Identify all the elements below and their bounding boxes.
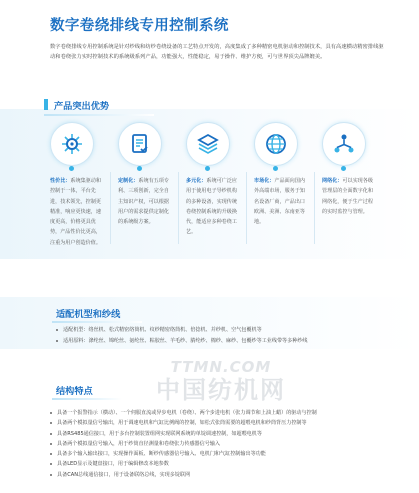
document-check-icon xyxy=(118,122,162,166)
bullet-dot xyxy=(50,433,52,435)
advantages-heading-text: 产品突出优势 xyxy=(54,101,110,112)
structure-list xyxy=(50,408,390,480)
card-text xyxy=(254,176,310,227)
card-text xyxy=(186,176,242,238)
card-divider xyxy=(314,172,315,244)
bullet-dot xyxy=(50,453,52,455)
list-item-text: 具备RS485通信接口，用于多台控制装置组网实现联网系统的单锭调速控制，如超喂电机等 xyxy=(57,430,262,437)
card-dot xyxy=(69,166,74,171)
card-body: 可以实现各级管理层的全面数字化和网络化，便于生产过程的实时监控与管理。 xyxy=(322,178,373,215)
card-key: 性价比： xyxy=(50,178,71,184)
list-item xyxy=(50,459,390,469)
card-key: 网络化： xyxy=(322,178,343,184)
card-body: 系统集驱动和控制于一体，平台先进，技术领先，控制更精准，响应更快速，速度更高，价格更具优势，产品性价比更高，注重为用户创造价值。 xyxy=(50,178,101,246)
card-key: 定制化： xyxy=(118,178,139,184)
card-body: 系统有五项专利、三项创新，完全自主知识产权，可以根据用户的需求提供定制化的系统级方案。 xyxy=(118,178,169,226)
list-item xyxy=(56,336,386,347)
card-divider xyxy=(110,172,111,244)
list-item-text: 具备一个报警指示（横动）、一个伺服直流或异步电机（卷绕）、两个步进电机（张力调节和上油上蜡）的驱动与控制 xyxy=(57,410,317,416)
card-text xyxy=(118,176,174,227)
heading-underline xyxy=(44,114,154,116)
gear-network-icon xyxy=(50,122,94,166)
bullet-dot xyxy=(50,422,52,424)
bullet-dot xyxy=(50,443,52,445)
network-icon xyxy=(322,122,366,166)
list-item xyxy=(50,470,390,480)
watermark-cn: 中国纺机网 xyxy=(156,376,286,404)
card-key: 市场化： xyxy=(254,178,275,184)
bullet-dot xyxy=(50,412,52,414)
list-item-text: 适用原料：涤纶丝、锦纶丝、氨纶丝、粘胶丝、羊毛纱、腈纶纱、棉纱、麻纱、包覆纱等工业线带等多种纱线 xyxy=(63,338,308,344)
list-item-text: 具备多个输入输出接口，实现操作面板、断纱传感器信号输入、电机门和气缸控制输出等功能 xyxy=(57,451,266,458)
card-dot xyxy=(273,166,278,171)
list-item xyxy=(50,429,390,439)
card-divider xyxy=(178,172,179,244)
list-item-text: 具备LED显示及键盘接口，用于编辑修改本地参数 xyxy=(57,461,169,468)
layers-icon xyxy=(186,122,230,166)
list-item xyxy=(50,418,390,428)
card-body: 产品面向国内外高端市场，服务于知名设备厂商，产品出口欧洲、美洲、东南亚等地。 xyxy=(254,178,305,226)
bullet-dot xyxy=(50,474,52,476)
card-text xyxy=(322,176,378,217)
heading-accent xyxy=(44,99,48,110)
heading-underline xyxy=(52,321,142,323)
globe-icon xyxy=(254,122,298,166)
bullet-dot xyxy=(56,329,58,331)
advantages-cards xyxy=(50,122,390,252)
watermark xyxy=(126,358,316,404)
list-item xyxy=(50,449,390,459)
models-heading-text: 适配机型和纱线 xyxy=(56,309,121,320)
list-item-text: 具备CAN总线通信接口，用于设备联络总线，实现多锭联网 xyxy=(57,471,191,478)
page-title: 数字卷绕排线专用控制系统 xyxy=(50,18,229,34)
card-divider xyxy=(246,172,247,244)
structure-heading xyxy=(50,383,93,398)
card-dot xyxy=(137,166,142,171)
structure-heading-text: 结构特点 xyxy=(56,386,93,397)
list-item xyxy=(56,325,386,336)
card-key: 多元化： xyxy=(186,178,207,184)
bullet-dot xyxy=(50,463,52,465)
list-item-text: 具备两个模拟量信号输出，用于调速电机和气缸比例阀的控制，如松式张筒需要的超喂电机和纱筒背压力控制等 xyxy=(57,420,307,427)
bullet-dot xyxy=(56,340,58,342)
intro-paragraph: 数字卷绕排线专用控制系统是针对纱线和纺纱卷绕设备的工艺特点开发的，高度集成了多种精密电机驱动和控制技术，具有高速横动精密排线驱动和卷绕张力实时控制技术的系统级系列产品，功能强大，性能稳定，易于操作、维护方便，可与世界顶尖品牌媲美。 xyxy=(50,44,384,60)
watermark-en: TTMN.COM xyxy=(170,358,272,376)
card-text xyxy=(50,176,106,248)
models-list xyxy=(56,325,386,347)
list-item-text: 具备两个模拟量信号输入，用于纱筒直径测量和卷绕张力传感器信号输入 xyxy=(57,440,221,447)
list-item-text: 适配机型：络丝机、松式精密络筒机、纹纱精密络筒机、倍捻机、并纱机、空气包覆机等 xyxy=(63,327,262,333)
card-body: 系统可广泛应用于使用电子导纱机构的多种设备，实现传统卷绕控制系统的升级换代，能适应多种卷绕工艺。 xyxy=(186,178,237,236)
list-item xyxy=(50,439,390,449)
list-item xyxy=(50,408,390,418)
card-dot xyxy=(341,166,346,171)
card-dot xyxy=(205,166,210,171)
heading-underline xyxy=(52,398,122,400)
models-heading xyxy=(50,306,120,321)
advantages-heading xyxy=(44,98,109,113)
